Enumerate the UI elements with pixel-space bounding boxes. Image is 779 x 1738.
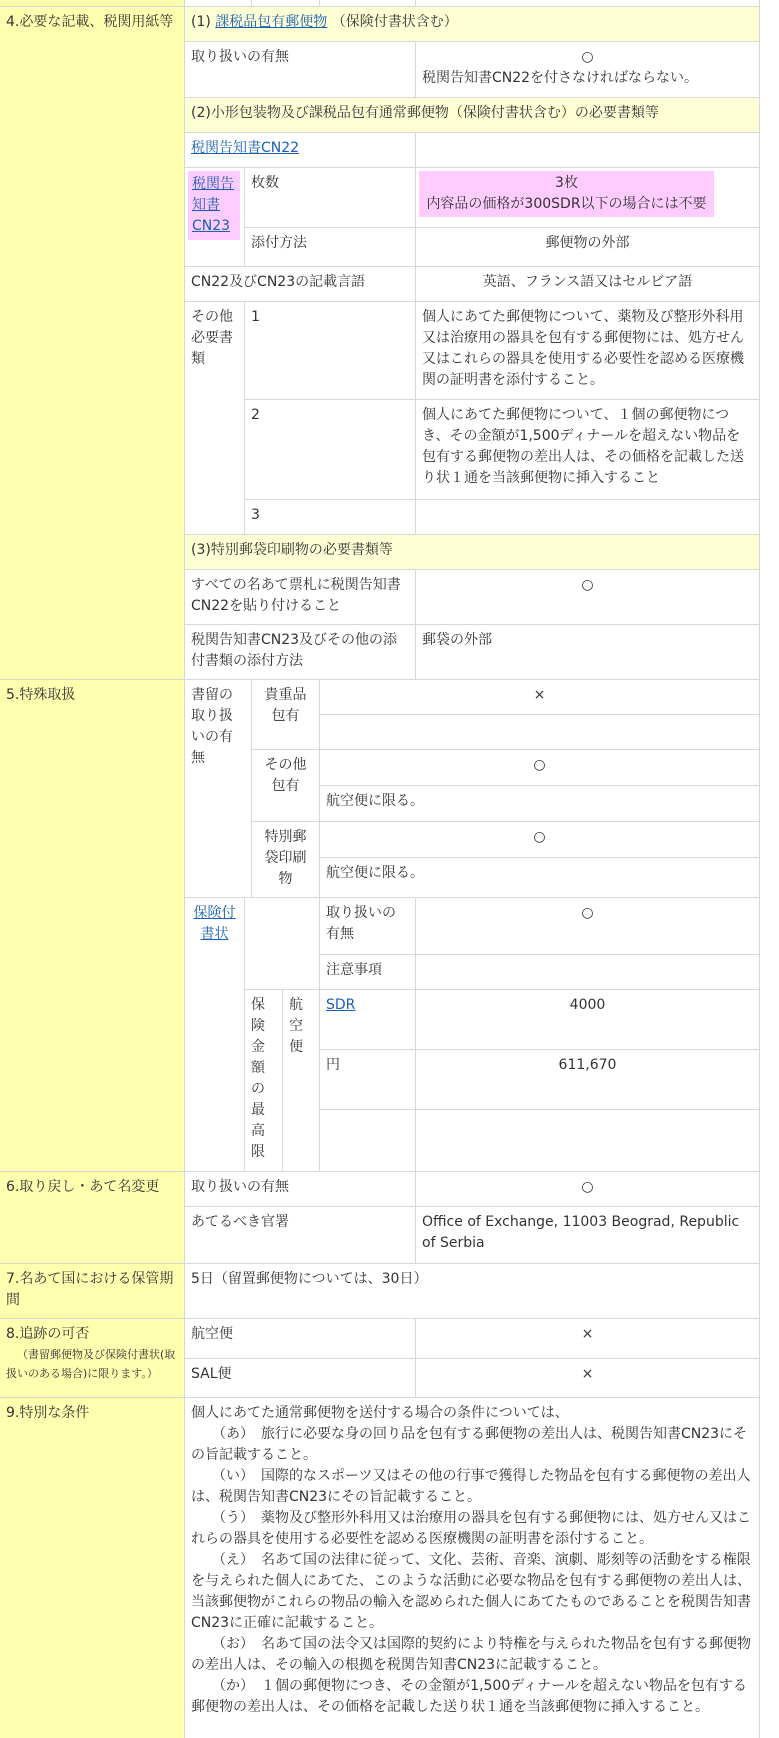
other-row-3-text xyxy=(416,500,760,535)
sdr-link[interactable]: SDR xyxy=(326,997,356,1013)
track-air-mark: × xyxy=(416,1319,760,1359)
blank-label xyxy=(320,1110,416,1172)
cn23-cell xyxy=(185,168,245,267)
top-sliver-cell xyxy=(185,0,252,7)
condition-ka: （か） １個の郵便物につき、その金額が1,500ディナールを超えない物品を包有する郵便物の差出人は、その価格を記載した送り状１通を当該郵便物に挿入すること。 xyxy=(191,1678,747,1715)
notes-label: 注意事項 xyxy=(320,955,416,990)
count-value: 3枚 xyxy=(555,175,578,191)
avail-note: 税関告知書CN22を付さなければならない。 xyxy=(422,70,699,86)
special-bag-note: 航空便に限る。 xyxy=(320,858,760,898)
valuables-note xyxy=(320,715,760,750)
max-amount-label: 保険金額の最高限 xyxy=(245,990,283,1172)
special-bag-label: 特別郵袋印刷物 xyxy=(252,822,320,898)
blank-value xyxy=(416,1110,760,1172)
condition-o: （お） 名あて国の法令又は国際的契約により特権を与えられた物品を包有する郵便物の差出人は、その輸入の根拠を税関告知書CN23に記載すること。 xyxy=(191,1636,751,1673)
track-sal-mark: × xyxy=(416,1359,760,1398)
s6-avail-mark: ○ xyxy=(416,1172,760,1207)
office-label: あてるべき官署 xyxy=(185,1207,416,1264)
other-content-label: その他包有 xyxy=(252,750,320,822)
insured-cell xyxy=(185,898,245,1172)
cn23-attach-value: 郵袋の外部 xyxy=(416,625,760,680)
special-conditions xyxy=(185,1398,760,1738)
insured-blank xyxy=(245,898,320,990)
other-row-2-text: 個人にあてた郵便物について、１個の郵便物につき、その金額が1,500ディナールを超えない物品を包有する郵便物の差出人は、その価格を記載した送り状１通を当該郵便物に挿入すること xyxy=(416,400,760,500)
ins-avail-label: 取り扱いの有無 xyxy=(320,898,416,955)
section-7-label: 7.名あて国における保管期間 xyxy=(0,1264,185,1319)
section-8-label xyxy=(0,1319,185,1398)
other-row-2-num: 2 xyxy=(245,400,416,500)
conditions-intro: 個人にあてた通常郵便物を送付する場合の条件については、 xyxy=(191,1405,569,1421)
section-6-label: 6.取り戻し・あて名変更 xyxy=(0,1172,185,1264)
cn23-link[interactable]: 税関告知書CN23 xyxy=(192,176,234,234)
section-4-sub2-header: (2)小形包装物及び課税品包有通常郵便物（保険付書状含む）の必要書類等 xyxy=(185,98,760,133)
other-docs-label: その他必要書類 xyxy=(185,302,245,535)
sub1-number: (1) xyxy=(191,14,211,30)
other-row-3-num: 3 xyxy=(245,500,416,535)
other-content-mark: ○ xyxy=(320,750,760,786)
condition-i: （い） 国際的なスポーツ又はその他の行事で獲得した物品を包有する郵便物の差出人は、税関告知書CN23にその旨記載すること。 xyxy=(191,1468,751,1505)
s6-avail-label: 取り扱いの有無 xyxy=(185,1172,416,1207)
yen-label: 円 xyxy=(320,1050,416,1110)
top-sliver-cell xyxy=(252,0,320,7)
lang-label: CN22及びCN23の記載言語 xyxy=(185,267,416,302)
sdr-cell xyxy=(320,990,416,1050)
sdr-value: 4000 xyxy=(416,990,760,1050)
yen-value: 611,670 xyxy=(416,1050,760,1110)
sub1-rest: （保険付書状含む） xyxy=(331,14,458,30)
cn23-attach-label: 税関告知書CN23及びその他の添付書類の添付方法 xyxy=(185,625,416,680)
top-sliver-cell xyxy=(320,0,416,7)
attach-value: 郵便物の外部 xyxy=(416,228,760,267)
avail-mark: ○ xyxy=(581,49,594,65)
avail-cell xyxy=(416,42,760,98)
registered-label: 書留の取り扱いの有無 xyxy=(185,680,252,898)
cn22-link[interactable]: 税関告知書CN22 xyxy=(191,140,300,156)
top-sliver-label xyxy=(0,0,185,7)
section-5-label: 5.特殊取扱 xyxy=(0,680,185,1172)
cn22-cell xyxy=(185,133,416,168)
section-4-sub3-header: (3)特別郵袋印刷物の必要書類等 xyxy=(185,535,760,570)
other-row-1-num: 1 xyxy=(245,302,416,400)
ins-avail-mark: ○ xyxy=(416,898,760,955)
count-label: 枚数 xyxy=(245,168,416,228)
valuables-label: 貴重品包有 xyxy=(252,680,320,750)
top-sliver-cell xyxy=(416,0,760,7)
section-4-sub1-header xyxy=(185,7,760,42)
other-row-1-text: 個人にあてた郵便物について、薬物及び整形外科用又は治療用の器具を包有する郵便物には、処方せん又はこれらの器具を使用する必要性を認める医療機関の証明書を添付すること。 xyxy=(416,302,760,400)
cn22-empty xyxy=(416,133,760,168)
valuables-mark: × xyxy=(320,680,760,715)
attach-label: 添付方法 xyxy=(245,228,416,267)
section-9-label: 9.特別な条件 xyxy=(0,1398,185,1738)
track-air-label: 航空便 xyxy=(185,1319,416,1359)
count-note: 内容品の価格が300SDR以下の場合には不要 xyxy=(426,196,707,212)
avail-label: 取り扱いの有無 xyxy=(185,42,416,98)
air-mail-label: 航空便 xyxy=(283,990,320,1172)
notes-value xyxy=(416,955,760,990)
track-sal-label: SAL便 xyxy=(185,1359,416,1398)
special-bag-mark: ○ xyxy=(320,822,760,858)
condition-a: （あ） 旅行に必要な身の回り品を包有する郵便物の差出人は、税関告知書CN23にその旨記載すること。 xyxy=(191,1426,748,1463)
tracking-title: 8.追跡の可否 xyxy=(6,1326,90,1342)
condition-u: （う） 薬物及び整形外科用又は治療用の器具を包有する郵便物には、処方せん又はこれらの器具を使用する必要性を認める医療機関の証明書を添付すること。 xyxy=(191,1510,751,1547)
tracking-note: （書留郵便物及び保険付書状(取扱いのある場合)に限ります。） xyxy=(6,1348,176,1380)
all-tags-mark: ○ xyxy=(416,570,760,625)
lang-value: 英語、フランス語又はセルビア語 xyxy=(416,267,760,302)
count-cell xyxy=(416,168,760,228)
condition-e: （え） 名あて国の法律に従って、文化、芸術、音楽、演劇、彫刻等の活動をする権限を与えられた個人にあてた、このような活動に必要な物品を包有する郵便物の差出人は、当該郵便物がこれらの物品の輸入を認められた個人にあてたものであることを税関告知書CN23に正確に記載すること。 xyxy=(191,1552,751,1631)
other-content-note: 航空便に限る。 xyxy=(320,786,760,822)
all-tags-label: すべての名あて票札に税関告知書CN22を貼り付けること xyxy=(185,570,416,625)
storage-period: 5日（留置郵便物については、30日） xyxy=(185,1264,760,1319)
count-highlight xyxy=(419,171,714,217)
office-value: Office of Exchange, 11003 Beograd, Republic of Serbia xyxy=(416,1207,760,1264)
cn23-highlight xyxy=(188,171,240,240)
section-4-label: 4.必要な記載、税関用紙等 xyxy=(0,7,185,680)
insured-letter-link[interactable]: 保険付書状 xyxy=(193,905,236,942)
taxable-mail-link[interactable]: 課税品包有郵便物 xyxy=(215,14,328,30)
